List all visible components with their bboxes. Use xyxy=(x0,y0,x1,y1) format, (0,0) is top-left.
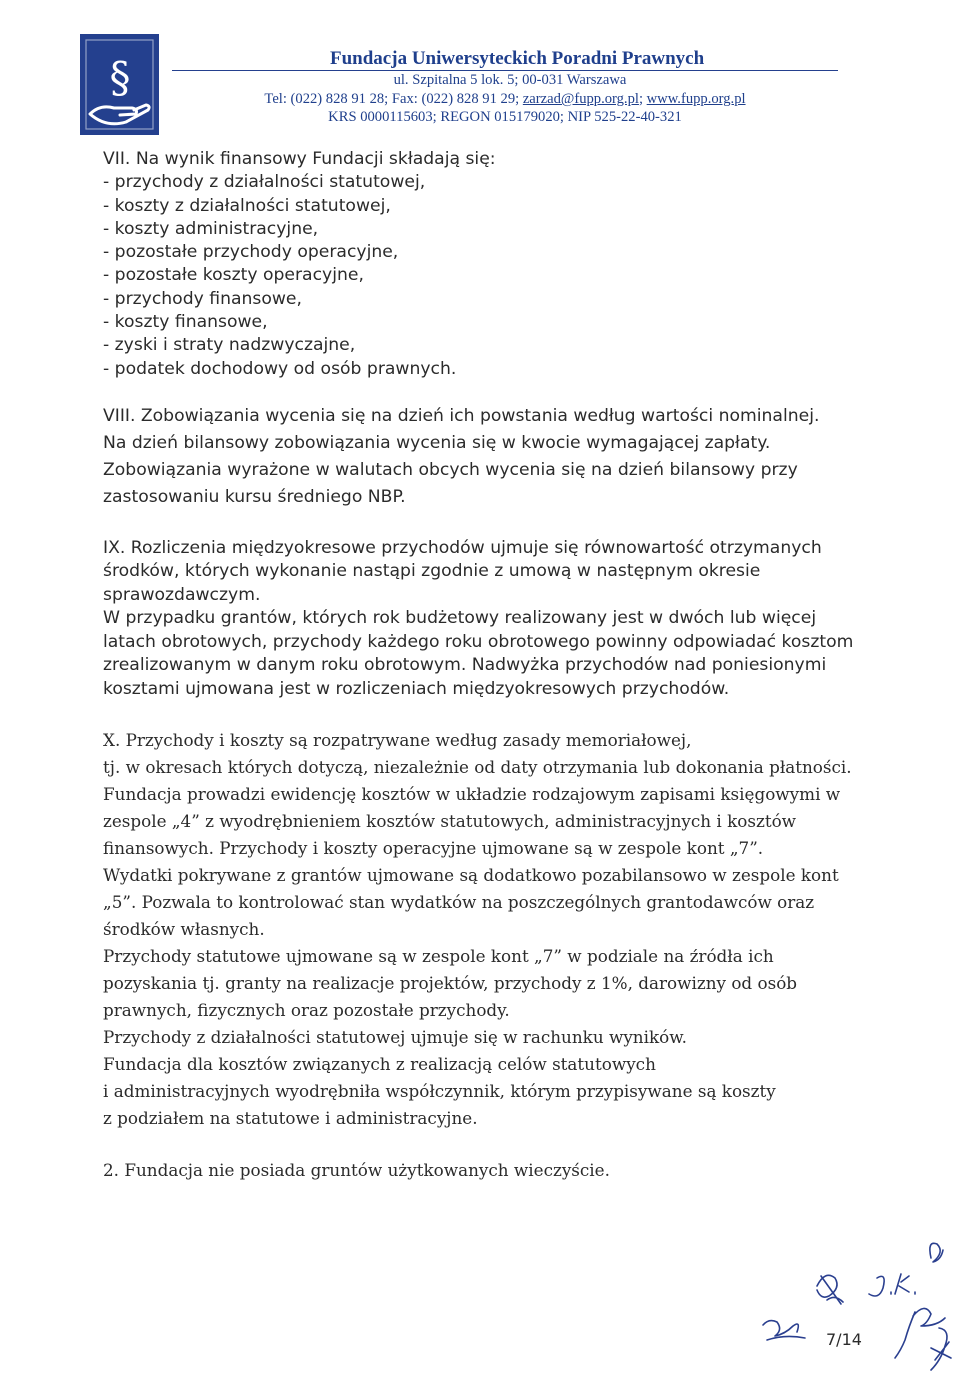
text-line: 2. Fundacja nie posiada gruntów użytkowanych wieczyście. xyxy=(103,1160,610,1181)
list-item: - zyski i straty nadzwyczajne, xyxy=(103,335,356,356)
foundation-logo xyxy=(80,34,159,135)
text-line: Fundacja dla kosztów związanych z realizacją celów statutowych xyxy=(103,1054,656,1075)
org-contact xyxy=(172,91,838,108)
section-viii xyxy=(103,403,858,511)
text-line: „5”. Pozwala to kontrolować stan wydatków na poszczególnych grantodawców oraz xyxy=(103,892,815,913)
list-item: - przychody z działalności statutowej, xyxy=(103,172,426,193)
section-vii xyxy=(103,148,858,381)
list-item: - podatek dochodowy od osób prawnych. xyxy=(103,358,457,379)
text-line: VIII. Zobowiązania wycenia się na dzień ich powstania według wartości nominalnej. xyxy=(103,405,820,426)
text-line: pozyskania tj. granty na realizacje projektów, przychody z 1%, darowizny od osób xyxy=(103,973,798,994)
text-line: i administracyjnych wyodrębniła współczynnik, którym przypisywane są koszty xyxy=(103,1081,776,1102)
paragraph-hand-emblem xyxy=(80,34,159,135)
website-link[interactable]: www.fupp.org.pl xyxy=(646,91,746,107)
org-registry: KRS 0000115603; REGON 015179020; NIP 525-22-40-321 xyxy=(328,109,682,125)
text-line: latach obrotowych, przychody każdego roku obrotowego powinny odpowiadać kosztom xyxy=(103,631,854,652)
text-line: X. Przychody i koszty są rozpatrywane według zasady memoriałowej, xyxy=(103,730,692,751)
list-item: - koszty administracyjne, xyxy=(103,218,319,239)
email-link[interactable]: zarzad@fupp.org.pl xyxy=(522,91,639,107)
section-vii-heading: VII. Na wynik finansowy Fundacji składają się: xyxy=(103,149,496,169)
contact-phone-fax: Tel: (022) 828 91 28; Fax: (022) 828 91 29; xyxy=(264,91,523,107)
list-item: - koszty finansowe, xyxy=(103,312,268,333)
text-line: W przypadku grantów, których rok budżetowy realizowany jest w dwóch lub więcej xyxy=(103,608,817,629)
text-line: IX. Rozliczenia międzyokresowe przychodów ujmuje się równowartość otrzymanych xyxy=(103,537,822,558)
org-name: Fundacja Uniwersyteckich Poradni Prawnych xyxy=(330,48,705,69)
text-line: Przychody statutowe ujmowane są w zespole kont „7” w podziale na źródła ich xyxy=(103,946,774,967)
list-item: - koszty z działalności statutowej, xyxy=(103,195,391,216)
text-line: środków, których wykonanie nastąpi zgodnie z umową w następnym okresie xyxy=(103,561,761,582)
text-line: prawnych, fizycznych oraz pozostałe przychody. xyxy=(103,1000,510,1021)
list-item: - pozostałe przychody operacyjne, xyxy=(103,242,399,263)
text-line: finansowych. Przychody i koszty operacyjne ujmowane są w zespole kont „7”. xyxy=(103,838,764,859)
svg-text:§: § xyxy=(109,53,131,102)
header-divider xyxy=(172,70,838,71)
section-x xyxy=(103,727,858,1132)
text-line: Fundacja prowadzi ewidencję kosztów w układzie rodzajowym zapisami księgowymi w xyxy=(103,784,841,805)
section-ix xyxy=(103,537,858,702)
text-line: kosztami ujmowana jest w rozliczeniach międzyokresowych przychodów. xyxy=(103,678,730,699)
section-2 xyxy=(103,1160,858,1180)
text-line: tj. w okresach których dotyczą, niezależnie od daty otrzymania lub dokonania płatności. xyxy=(103,757,852,778)
text-line: zastosowaniu kursu średniego NBP. xyxy=(103,486,406,507)
text-line: Przychody z działalności statutowej ujmuje się w rachunku wyników. xyxy=(103,1027,687,1048)
document-body xyxy=(103,148,858,1180)
text-line: zespole „4” z wyodrębnieniem kosztów statutowych, administracyjnych i kosztów xyxy=(103,811,797,832)
text-line: Wydatki pokrywane z grantów ujmowane są dodatkowo pozabilansowo w zespole kont xyxy=(103,865,839,886)
org-address: ul. Szpitalna 5 lok. 5; 00-031 Warszawa xyxy=(393,72,627,88)
list-item: - przychody finansowe, xyxy=(103,288,302,309)
contact-separator: ; xyxy=(638,91,647,107)
text-line: sprawozdawczym. xyxy=(103,584,261,605)
text-line: Zobowiązania wyrażone w walutach obcych wycenia się na dzień bilansowy przy xyxy=(103,459,798,480)
text-line: zrealizowanym w danym roku obrotowym. Nadwyżka przychodów nad poniesionymi xyxy=(103,655,827,676)
text-line: Na dzień bilansowy zobowiązania wycenia się w kwocie wymagającej zapłaty. xyxy=(103,432,771,453)
page-number: 7/14 xyxy=(826,1330,862,1349)
list-item: - pozostałe koszty operacyjne, xyxy=(103,265,364,286)
signature-initials xyxy=(757,1336,759,1337)
text-line: z podziałem na statutowe i administracyjne. xyxy=(103,1108,478,1129)
handwritten-signatures xyxy=(755,1230,960,1375)
text-line: środków własnych. xyxy=(103,919,265,940)
